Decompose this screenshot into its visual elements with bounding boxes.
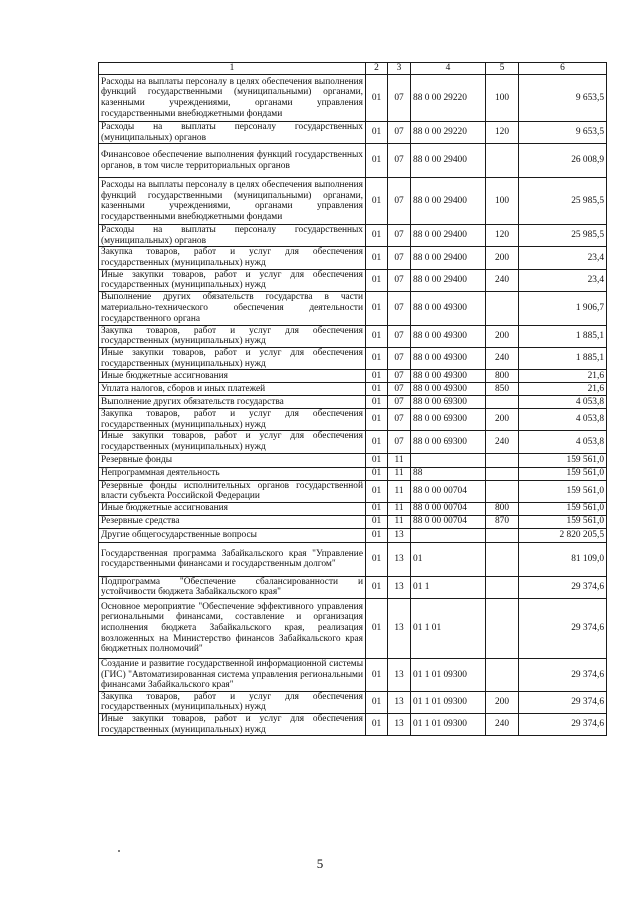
row-section-cell: 01: [366, 528, 388, 542]
row-target-article-cell: 01 1 01 09300: [411, 714, 486, 736]
row-subsection-cell: 07: [388, 122, 411, 144]
row-name-cell: Выполнение других обязательств государства: [99, 396, 366, 409]
row-section-cell: 01: [366, 576, 388, 598]
row-amount-cell: 9 653,5: [519, 75, 607, 122]
row-expense-type-cell: 200: [486, 691, 519, 713]
table-row: [99, 144, 607, 178]
row-amount-cell: 159 561,0: [519, 502, 607, 515]
row-name-cell: Подпрограмма "Обеспечение сбалансированности и устойчивости бюджета Забайкальского края": [99, 576, 366, 598]
table-row: [99, 598, 607, 658]
row-section-cell: 01: [366, 453, 388, 467]
row-target-article-cell: 88 0 00 29400: [411, 144, 486, 178]
row-name-cell: Другие общегосударственные вопросы: [99, 528, 366, 542]
row-amount-cell: 29 374,6: [519, 598, 607, 658]
row-amount-cell: 23,4: [519, 247, 607, 269]
row-target-article-cell: 88 0 00 29400: [411, 178, 486, 225]
row-expense-type-cell: [486, 480, 519, 502]
row-expense-type-cell: [486, 396, 519, 409]
row-target-article-cell: 01 1: [411, 576, 486, 598]
row-name-cell: Расходы на выплаты персоналу государственных (муниципальных) органов: [99, 122, 366, 144]
row-expense-type-cell: 200: [486, 325, 519, 347]
row-amount-cell: 25 985,5: [519, 178, 607, 225]
row-subsection-cell: 13: [388, 714, 411, 736]
row-section-cell: 01: [366, 515, 388, 528]
row-expense-type-cell: 240: [486, 431, 519, 453]
row-target-article-cell: 88 0 00 29400: [411, 269, 486, 291]
row-target-article-cell: 01: [411, 542, 486, 576]
row-expense-type-cell: 870: [486, 515, 519, 528]
row-subsection-cell: 07: [388, 269, 411, 291]
row-subsection-cell: 13: [388, 528, 411, 542]
row-amount-cell: 4 053,8: [519, 396, 607, 409]
row-subsection-cell: 13: [388, 576, 411, 598]
table-row: [99, 347, 607, 369]
row-amount-cell: 159 561,0: [519, 467, 607, 480]
row-name-cell: Иные бюджетные ассигнования: [99, 502, 366, 515]
row-section-cell: 01: [366, 347, 388, 369]
row-subsection-cell: 07: [388, 396, 411, 409]
table-row: [99, 269, 607, 291]
row-section-cell: 01: [366, 383, 388, 396]
row-subsection-cell: 11: [388, 480, 411, 502]
table-body: [99, 75, 607, 736]
row-expense-type-cell: 240: [486, 347, 519, 369]
row-subsection-cell: 07: [388, 178, 411, 225]
table-row: [99, 467, 607, 480]
row-name-cell: Закупка товаров, работ и услуг для обеспечения государственных (муниципальных) нужд: [99, 325, 366, 347]
row-expense-type-cell: [486, 542, 519, 576]
row-section-cell: 01: [366, 598, 388, 658]
table-row: [99, 291, 607, 325]
row-name-cell: Непрограммная деятельность: [99, 467, 366, 480]
table-row: [99, 409, 607, 431]
row-expense-type-cell: 100: [486, 178, 519, 225]
header-col-4: 4: [411, 63, 486, 75]
row-section-cell: 01: [366, 122, 388, 144]
row-amount-cell: 25 985,5: [519, 225, 607, 247]
row-section-cell: 01: [366, 178, 388, 225]
row-subsection-cell: 07: [388, 225, 411, 247]
row-section-cell: 01: [366, 225, 388, 247]
row-name-cell: Финансовое обеспечение выполнения функций государственных органов, в том числе территориальных органов: [99, 144, 366, 178]
row-target-article-cell: 88 0 00 00704: [411, 502, 486, 515]
row-amount-cell: 26 008,9: [519, 144, 607, 178]
table-row: [99, 225, 607, 247]
row-expense-type-cell: 240: [486, 714, 519, 736]
row-target-article-cell: 88 0 00 69300: [411, 431, 486, 453]
row-section-cell: 01: [366, 691, 388, 713]
row-target-article-cell: 01 1 01 09300: [411, 658, 486, 691]
row-expense-type-cell: [486, 598, 519, 658]
row-target-article-cell: 88 0 00 49300: [411, 291, 486, 325]
row-expense-type-cell: [486, 576, 519, 598]
row-subsection-cell: 11: [388, 453, 411, 467]
row-section-cell: 01: [366, 396, 388, 409]
row-name-cell: Резервные средства: [99, 515, 366, 528]
table-row: [99, 542, 607, 576]
row-subsection-cell: 07: [388, 409, 411, 431]
row-name-cell: Государственная программа Забайкальского края "Управление государственными финансами и государственным долгом": [99, 542, 366, 576]
row-expense-type-cell: [486, 658, 519, 691]
row-subsection-cell: 11: [388, 515, 411, 528]
table-row: [99, 576, 607, 598]
row-amount-cell: 29 374,6: [519, 714, 607, 736]
row-name-cell: Резервные фонды: [99, 453, 366, 467]
row-section-cell: 01: [366, 502, 388, 515]
row-name-cell: Уплата налогов, сборов и иных платежей: [99, 383, 366, 396]
row-name-cell: Закупка товаров, работ и услуг для обеспечения государственных (муниципальных) нужд: [99, 247, 366, 269]
row-name-cell: Основное мероприятие "Обеспечение эффективного управления региональными финансами, составление и организация исполнения бюджета Забайкальского края, реализация возложенных на Министерство финансов Забайкальского края бюджетных полномочий": [99, 598, 366, 658]
row-section-cell: 01: [366, 480, 388, 502]
row-expense-type-cell: 800: [486, 370, 519, 383]
row-name-cell: Выполнение других обязательств государства в части материально-технического обеспечения деятельности государственного органа: [99, 291, 366, 325]
row-expense-type-cell: 240: [486, 269, 519, 291]
row-target-article-cell: 88 0 00 49300: [411, 325, 486, 347]
row-target-article-cell: [411, 528, 486, 542]
row-amount-cell: 29 374,6: [519, 691, 607, 713]
row-target-article-cell: 88 0 00 49300: [411, 370, 486, 383]
row-amount-cell: 21,6: [519, 383, 607, 396]
table-row: [99, 691, 607, 713]
row-amount-cell: 9 653,5: [519, 122, 607, 144]
row-section-cell: 01: [366, 370, 388, 383]
row-section-cell: 01: [366, 409, 388, 431]
row-name-cell: Создание и развитие государственной информационной системы (ГИС) "Автоматизированная система управления региональными финансами Забайкальского края": [99, 658, 366, 691]
row-amount-cell: 23,4: [519, 269, 607, 291]
row-section-cell: 01: [366, 144, 388, 178]
row-name-cell: Иные закупки товаров, работ и услуг для обеспечения государственных (муниципальных) нужд: [99, 431, 366, 453]
row-section-cell: 01: [366, 75, 388, 122]
row-subsection-cell: 07: [388, 370, 411, 383]
row-section-cell: 01: [366, 269, 388, 291]
row-amount-cell: 1 885,1: [519, 325, 607, 347]
row-expense-type-cell: 100: [486, 75, 519, 122]
row-subsection-cell: 13: [388, 658, 411, 691]
row-name-cell: Резервные фонды исполнительных органов государственной власти субъекта Российской Федерации: [99, 480, 366, 502]
row-expense-type-cell: [486, 467, 519, 480]
row-target-article-cell: 01 1 01 09300: [411, 691, 486, 713]
row-expense-type-cell: [486, 528, 519, 542]
row-name-cell: Иные закупки товаров, работ и услуг для обеспечения государственных (муниципальных) нужд: [99, 347, 366, 369]
row-subsection-cell: 07: [388, 75, 411, 122]
row-expense-type-cell: 120: [486, 122, 519, 144]
row-section-cell: 01: [366, 542, 388, 576]
row-name-cell: Расходы на выплаты персоналу государственных (муниципальных) органов: [99, 225, 366, 247]
row-section-cell: 01: [366, 325, 388, 347]
row-expense-type-cell: 850: [486, 383, 519, 396]
row-target-article-cell: 88 0 00 00704: [411, 515, 486, 528]
row-target-article-cell: 88 0 00 29400: [411, 247, 486, 269]
row-target-article-cell: 88 0 00 29400: [411, 225, 486, 247]
table-row: [99, 502, 607, 515]
row-target-article-cell: 88 0 00 49300: [411, 383, 486, 396]
row-target-article-cell: [411, 453, 486, 467]
table-row: [99, 480, 607, 502]
row-amount-cell: 4 053,8: [519, 409, 607, 431]
row-target-article-cell: 88: [411, 467, 486, 480]
row-name-cell: Расходы на выплаты персоналу в целях обеспечения выполнения функций государственными (муниципальными) органами, казенными учреждениями, органами управления государственными внебюджетными фондами: [99, 75, 366, 122]
row-section-cell: 01: [366, 714, 388, 736]
row-target-article-cell: 88 0 00 69300: [411, 409, 486, 431]
row-section-cell: 01: [366, 431, 388, 453]
row-target-article-cell: 88 0 00 49300: [411, 347, 486, 369]
row-section-cell: 01: [366, 658, 388, 691]
table-row: [99, 178, 607, 225]
row-subsection-cell: 07: [388, 247, 411, 269]
table-header-row: [99, 63, 607, 75]
table-row: [99, 515, 607, 528]
table-row: [99, 453, 607, 467]
row-amount-cell: 159 561,0: [519, 515, 607, 528]
header-col-6: 6: [519, 63, 607, 75]
header-col-3: 3: [388, 63, 411, 75]
header-col-5: 5: [486, 63, 519, 75]
row-subsection-cell: 11: [388, 467, 411, 480]
page-number: 5: [316, 856, 324, 871]
row-name-cell: Иные бюджетные ассигнования: [99, 370, 366, 383]
row-expense-type-cell: 200: [486, 247, 519, 269]
row-expense-type-cell: [486, 291, 519, 325]
table-row: [99, 714, 607, 736]
row-subsection-cell: 07: [388, 347, 411, 369]
table-row: [99, 122, 607, 144]
row-amount-cell: 29 374,6: [519, 658, 607, 691]
row-target-article-cell: 01 1 01: [411, 598, 486, 658]
row-amount-cell: 81 109,0: [519, 542, 607, 576]
row-target-article-cell: 88 0 00 00704: [411, 480, 486, 502]
budget-table: [98, 62, 607, 736]
row-section-cell: 01: [366, 247, 388, 269]
row-subsection-cell: 07: [388, 383, 411, 396]
table-row: [99, 396, 607, 409]
table-row: [99, 75, 607, 122]
row-subsection-cell: 07: [388, 431, 411, 453]
row-name-cell: Иные закупки товаров, работ и услуг для обеспечения государственных (муниципальных) нужд: [99, 269, 366, 291]
row-amount-cell: 2 820 205,5: [519, 528, 607, 542]
row-subsection-cell: 13: [388, 691, 411, 713]
row-target-article-cell: 88 0 00 29220: [411, 122, 486, 144]
row-subsection-cell: 07: [388, 291, 411, 325]
row-target-article-cell: 88 0 00 69300: [411, 396, 486, 409]
table-row: [99, 658, 607, 691]
table-row: [99, 431, 607, 453]
row-subsection-cell: 07: [388, 144, 411, 178]
row-name-cell: Закупка товаров, работ и услуг для обеспечения государственных (муниципальных) нужд: [99, 691, 366, 713]
header-col-1: 1: [99, 63, 366, 75]
row-amount-cell: 21,6: [519, 370, 607, 383]
row-expense-type-cell: 800: [486, 502, 519, 515]
table-row: [99, 247, 607, 269]
row-expense-type-cell: 200: [486, 409, 519, 431]
row-name-cell: Иные закупки товаров, работ и услуг для обеспечения государственных (муниципальных) нужд: [99, 714, 366, 736]
row-amount-cell: 29 374,6: [519, 576, 607, 598]
row-name-cell: Расходы на выплаты персоналу в целях обеспечения выполнения функций государственными (муниципальными) органами, казенными учреждениями, органами управления государственными внебюджетными фондами: [99, 178, 366, 225]
row-section-cell: 01: [366, 467, 388, 480]
row-amount-cell: 159 561,0: [519, 480, 607, 502]
table-row: [99, 370, 607, 383]
header-col-2: 2: [366, 63, 388, 75]
row-amount-cell: 159 561,0: [519, 453, 607, 467]
table-row: [99, 325, 607, 347]
row-expense-type-cell: [486, 144, 519, 178]
row-subsection-cell: 13: [388, 598, 411, 658]
scan-speck: [118, 850, 120, 852]
row-expense-type-cell: [486, 453, 519, 467]
table-row: [99, 528, 607, 542]
row-subsection-cell: 11: [388, 502, 411, 515]
row-amount-cell: 1 885,1: [519, 347, 607, 369]
row-name-cell: Закупка товаров, работ и услуг для обеспечения государственных (муниципальных) нужд: [99, 409, 366, 431]
row-amount-cell: 4 053,8: [519, 431, 607, 453]
row-subsection-cell: 13: [388, 542, 411, 576]
row-expense-type-cell: 120: [486, 225, 519, 247]
table-row: [99, 383, 607, 396]
row-target-article-cell: 88 0 00 29220: [411, 75, 486, 122]
row-subsection-cell: 07: [388, 325, 411, 347]
row-amount-cell: 1 906,7: [519, 291, 607, 325]
row-section-cell: 01: [366, 291, 388, 325]
